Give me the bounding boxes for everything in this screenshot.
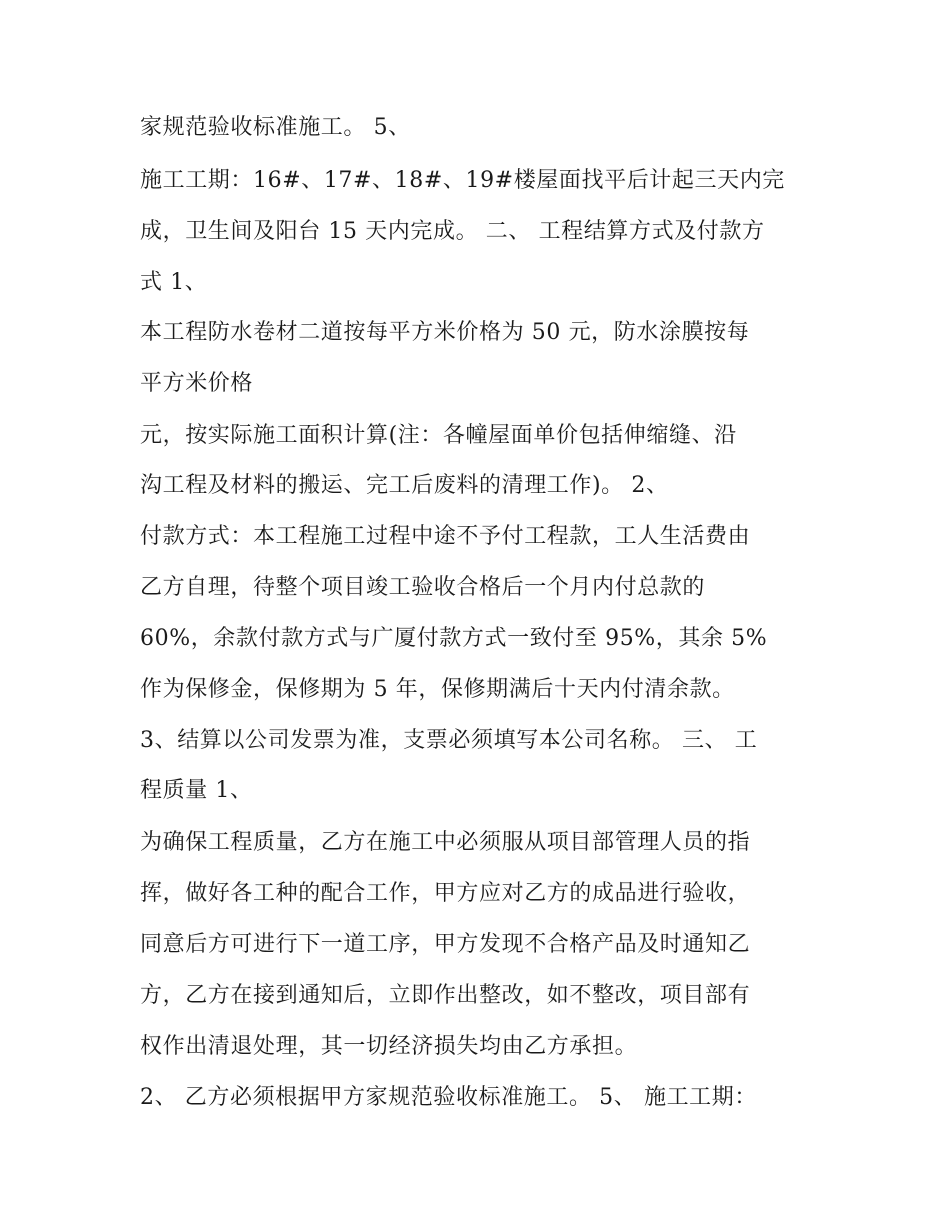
text-line-1: 家规范验收标准施工。 5、 xyxy=(140,115,411,140)
text-line-8: 沟工程及材料的搬运、完工后废料的清理工作)。 2、 xyxy=(140,473,669,498)
text-line-10: 乙方自理，待整个项目竣工验收合格后一个月内付总款的 xyxy=(140,575,706,600)
text-line-16: 挥，做好各工种的配合工作，甲方应对乙方的成品进行验收， xyxy=(140,881,751,906)
text-line-18: 方，乙方在接到通知后，立即作出整改，如不整改，项目部有 xyxy=(140,983,751,1008)
text-line-13: 3、结算以公司发票为准，支票必须填写本公司名称。 三、 工 xyxy=(140,728,758,753)
text-line-9: 付款方式：本工程施工过程中途不予付工程款，工人生活费由 xyxy=(140,524,751,549)
text-line-4: 式 1、 xyxy=(140,270,208,295)
text-line-12: 作为保修金，保修期为 5 年，保修期满后十天内付清余款。 xyxy=(140,677,735,702)
text-line-2: 施工工期：16#、17#、18#、19#楼屋面找平后计起三天内完 xyxy=(140,168,785,193)
text-line-6: 平方米价格 xyxy=(140,371,254,396)
text-line-11: 60%，余款付款方式与广厦付款方式一致付至 95%，其余 5% xyxy=(140,626,768,651)
text-line-14: 程质量 1、 xyxy=(140,778,253,803)
text-line-20: 2、 乙方必须根据甲方家规范验收标准施工。 5、 施工工期： xyxy=(140,1085,757,1110)
text-line-17: 同意后方可进行下一道工序，甲方发现不合格产品及时通知乙 xyxy=(140,932,751,957)
text-line-15: 为确保工程质量，乙方在施工中必须服从项目部管理人员的指 xyxy=(140,830,751,855)
text-line-19: 权作出清退处理，其一切经济损失均由乙方承担。 xyxy=(140,1034,638,1059)
text-line-5: 本工程防水卷材二道按每平方米价格为 50 元，防水涂膜按每 xyxy=(140,320,750,345)
text-line-3: 成，卫生间及阳台 15 天内完成。 二、 工程结算方式及付款方 xyxy=(140,219,765,244)
text-line-7: 元，按实际施工面积计算(注：各幢屋面单价包括伸缩缝、沿 xyxy=(140,423,737,448)
